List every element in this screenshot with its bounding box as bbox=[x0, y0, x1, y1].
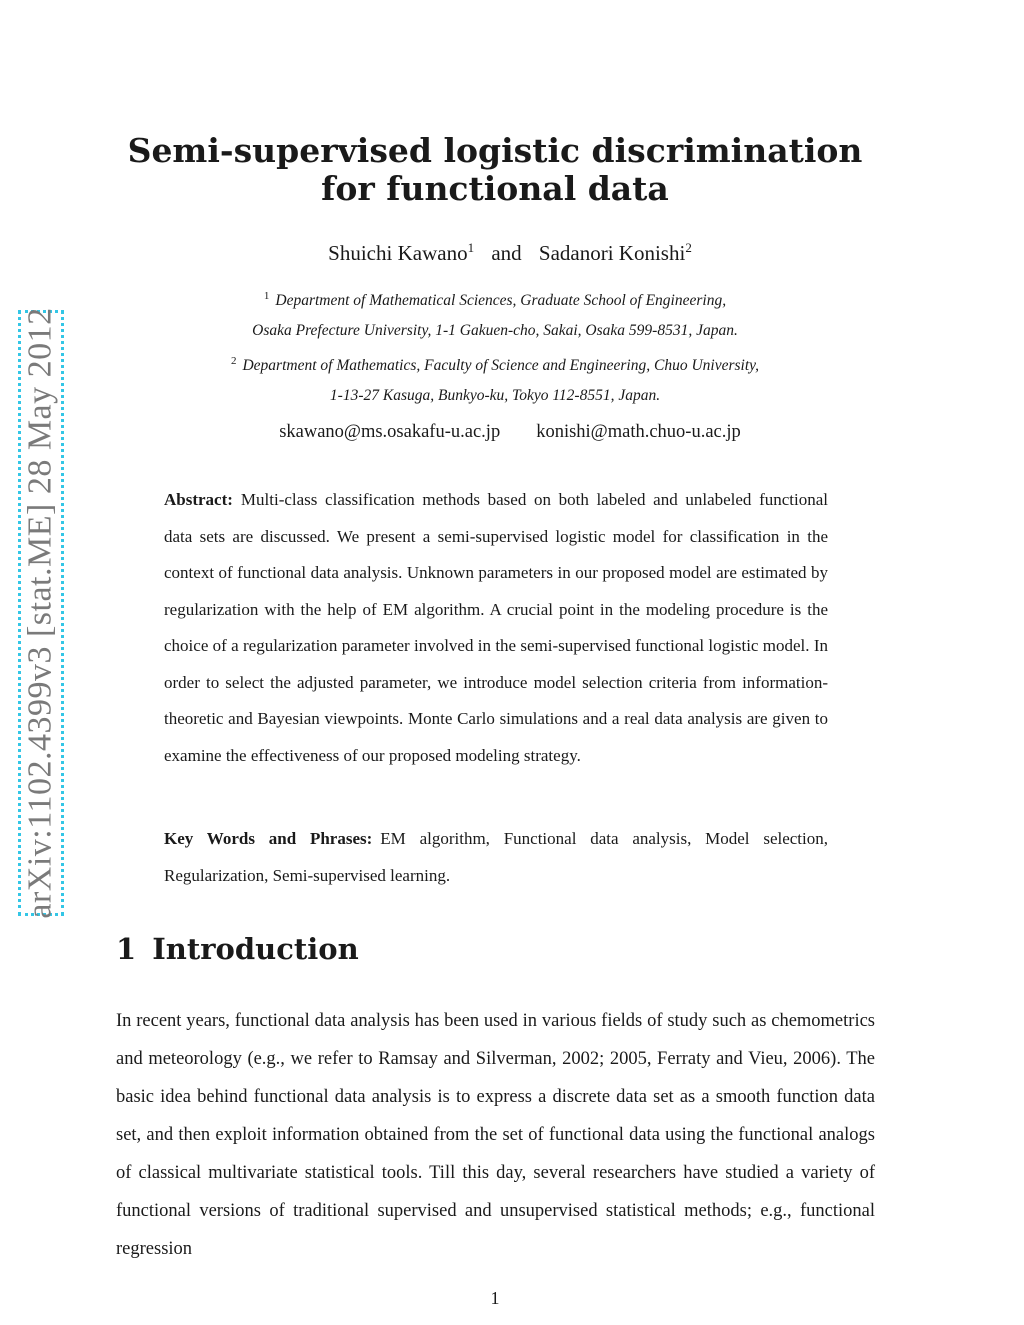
author-conjunction: and bbox=[491, 241, 522, 265]
author-name: Shuichi Kawano bbox=[328, 241, 468, 265]
abstract-text: Multi-class classification methods based on both labeled and unlabeled functional data sets are discussed. We present a semi-supervised logistic model for classification in the context of functional data analysis. Unknown parameters in our proposed model are estimated by regularization with the help of EM algorithm. A crucial point in the modeling procedure is the choice of a regularization parameter involved in the semi-supervised functional logistic model. In order to select the adjusted parameter, we introduce model selection criteria from information-theoretic and Bayesian viewpoints. Monte Carlo simulations and a real data analysis are given to examine the effectiveness of our proposed modeling strategy. bbox=[164, 490, 828, 765]
author-line bbox=[160, 240, 860, 266]
affiliation-mark: 1 bbox=[467, 240, 475, 255]
affiliation-1 bbox=[110, 281, 880, 346]
section-heading bbox=[116, 932, 359, 966]
keywords-text: EM algorithm, Functional data analysis, Model selection, Regularization, Semi-supervised learning. bbox=[164, 829, 828, 885]
affiliation-line: 1-13-27 Kasuga, Bunkyo-ku, Tokyo 112-8551, Japan. bbox=[329, 387, 661, 405]
affiliation-line bbox=[110, 281, 880, 316]
section-number: 1 bbox=[116, 932, 137, 966]
email-address: konishi@math.chuo-u.ac.jp bbox=[536, 422, 741, 442]
section-title: Introduction bbox=[152, 932, 359, 966]
page-number: 1 bbox=[490, 1288, 500, 1308]
affiliation-line: Osaka Prefecture University, 1-1 Gakuen-cho, Sakai, Osaka 599-8531, Japan. bbox=[252, 322, 738, 340]
arxiv-identifier-stamp[interactable] bbox=[18, 307, 64, 919]
keywords bbox=[164, 820, 828, 894]
affiliation-line-text: Department of Mathematical Sciences, Graduate School of Engineering, bbox=[275, 292, 727, 310]
author-name: Sadanori Konishi bbox=[538, 241, 686, 265]
paper-title: Semi-supervised logistic discrimination for functional data bbox=[127, 131, 863, 208]
affiliation-mark: 2 bbox=[230, 355, 237, 367]
affiliation-mark: 1 bbox=[263, 290, 270, 302]
author-emails bbox=[160, 422, 860, 443]
arxiv-identifier-text: arXiv:1102.4399v3 [stat.ME] 28 May 2012 bbox=[22, 307, 59, 919]
introduction-paragraph: In recent years, functional data analysis has been used in various fields of study such as chemometrics and meteorology (e.g., we refer to Ramsay and Silverman, 2002; 2005, Ferraty and Vieu, 2006). The basic idea behind functional data analysis is to express a discrete data set as a smooth function data set, and then exploit information obtained from the set of functional data using the functional analogs of classical multivariate statistical tools. Till this day, several researchers have studied a variety of functional versions of traditional supervised and unsupervised statistical methods; e.g., functional regression bbox=[116, 1011, 875, 1259]
abstract-label: Abstract: bbox=[164, 490, 233, 509]
affiliation-line-text: Department of Mathematics, Faculty of Science and Engineering, Chuo University, bbox=[242, 357, 760, 375]
abstract bbox=[164, 482, 828, 774]
affiliation-2 bbox=[110, 346, 880, 411]
affiliation-mark: 2 bbox=[685, 240, 692, 255]
affiliation-line bbox=[110, 346, 880, 381]
keywords-label: Key Words and Phrases: bbox=[164, 829, 373, 848]
email-address: skawano@ms.osakafu-u.ac.jp bbox=[279, 422, 501, 442]
